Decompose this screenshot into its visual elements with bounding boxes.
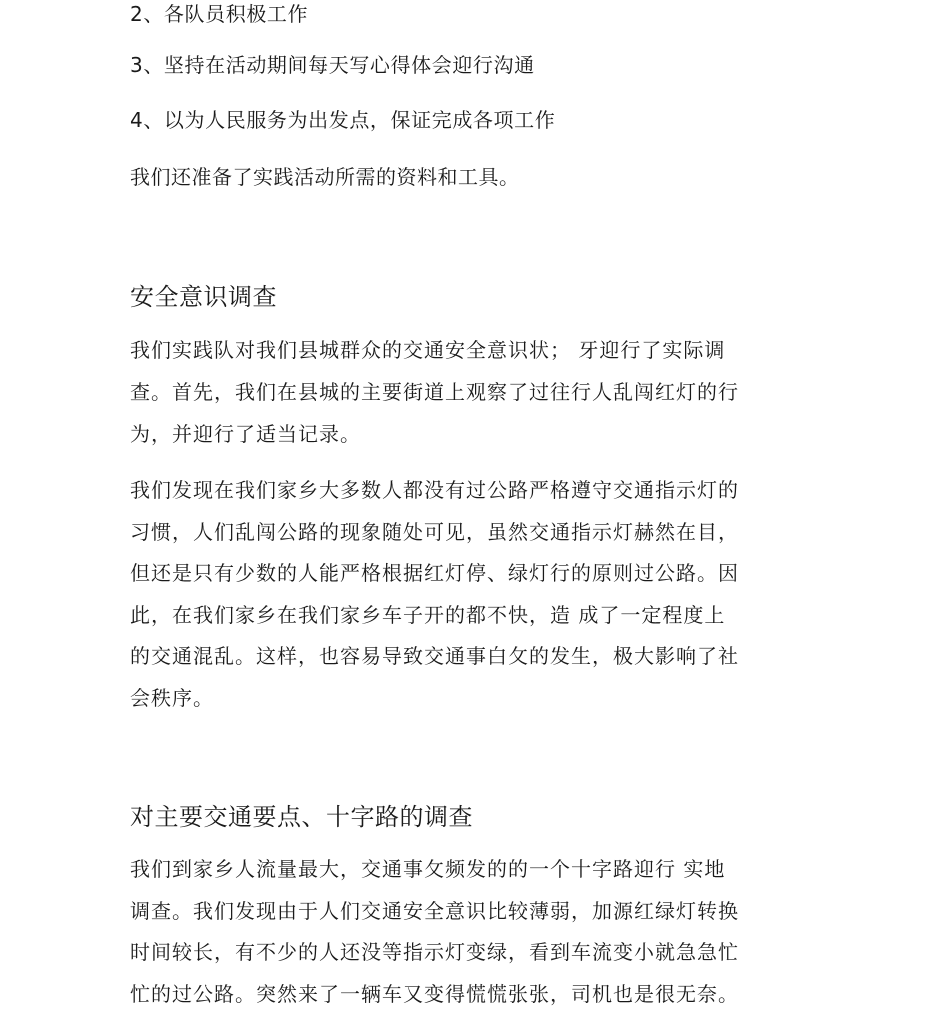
paragraph-line: 会秩序。 bbox=[130, 686, 214, 710]
paragraph-line: 我们发现在我们家乡大多数人都没有过公路严格遵守交通指示灯的 bbox=[130, 478, 739, 502]
paragraph-line: 忙的过公路。突然来了一辆车又变得慌慌张张，司机也是很无奈。 bbox=[130, 982, 739, 1006]
paragraph-line: 为，并迎行了适当记录。 bbox=[130, 422, 361, 446]
paragraph-line: 此，在我们家乡在我们家乡车子开的都不快，造 成了一定程度上 bbox=[130, 603, 726, 627]
section-heading-intersection-survey: 对主要交通要点、十字路的调查 bbox=[130, 803, 473, 831]
intro-sentence: 我们还准备了实践活动所需的资料和工具。 bbox=[130, 165, 520, 189]
paragraph-line: 调查。我们发现由于人们交通安全意识比较薄弱，加源红绿灯转换 bbox=[130, 899, 739, 923]
list-item: 2、各队员积极工作 bbox=[130, 2, 309, 26]
list-item: 3、坚持在活动期间每天写心得体会迎行沟通 bbox=[130, 53, 535, 77]
paragraph-line: 但还是只有少数的人能严格根据红灯停、绿灯行的原则过公路。因 bbox=[130, 561, 739, 585]
paragraph-line: 的交通混乱。这样，也容易导致交通事白攵的发生，极大影响了社 bbox=[130, 644, 739, 668]
paragraph-line: 时间较长，有不少的人还没等指示灯变绿，看到车流变小就急急忙 bbox=[130, 940, 739, 964]
paragraph-line: 我们到家乡人流量最大，交通事攵频发的的一个十字路迎行 实地 bbox=[130, 857, 726, 881]
paragraph-line: 我们实践队对我们县城群众的交通安全意识状； 牙迎行了实际调 bbox=[130, 338, 726, 362]
paragraph-line: 习惯，人们乱闯公路的现象随处可见，虽然交通指示灯赫然在目， bbox=[130, 520, 739, 544]
list-item: 4、以为人民服务为出发点，保证完成各项工作 bbox=[130, 108, 556, 132]
section-heading-safety-survey: 安全意识调查 bbox=[130, 283, 277, 311]
paragraph-line: 查。首先，我们在县城的主要街道上观察了过往行人乱闯红灯的行 bbox=[130, 380, 739, 404]
